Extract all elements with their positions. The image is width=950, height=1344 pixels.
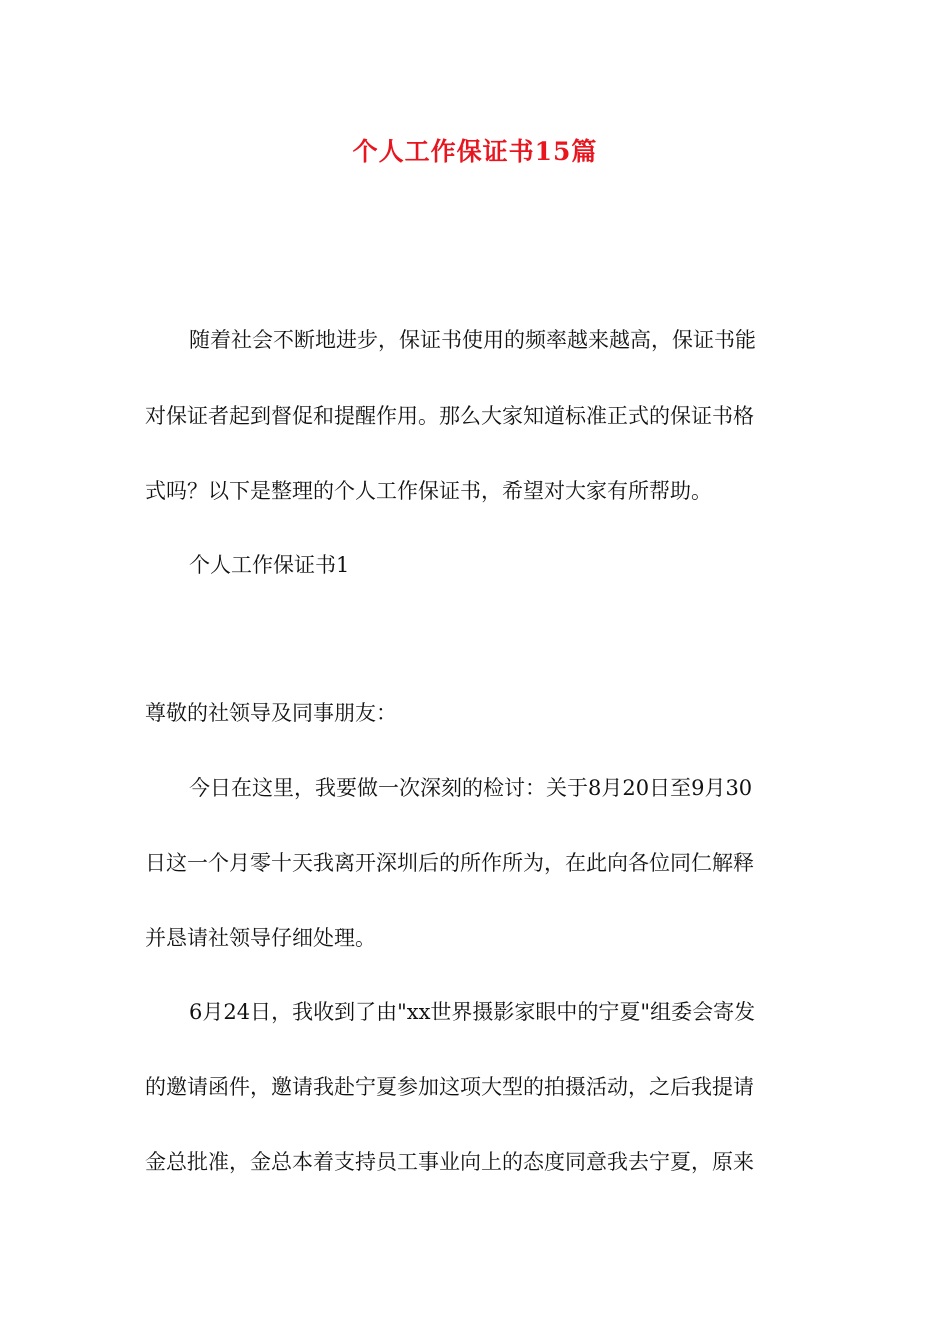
document-title: 个人工作保证书15篇 <box>352 137 598 166</box>
paragraph-line: 金总批准，金总本着支持员工事业向上的态度同意我去宁夏，原来 <box>145 1150 754 1174</box>
paragraph-line: 对保证者起到督促和提醒作用。那么大家知道标准正式的保证书格 <box>145 404 754 428</box>
paragraph-line: 6月24日，我收到了由"xx世界摄影家眼中的宁夏"组委会寄发 <box>189 1000 756 1024</box>
paragraph-line: 今日在这里，我要做一次深刻的检讨：关于8月20日至9月30 <box>189 776 753 800</box>
salutation: 尊敬的社领导及同事朋友： <box>145 701 397 725</box>
paragraph-line: 的邀请函件，邀请我赴宁夏参加这项大型的拍摄活动，之后我提请 <box>145 1075 754 1099</box>
paragraph-line: 式吗？以下是整理的个人工作保证书，希望对大家有所帮助。 <box>145 479 712 503</box>
paragraph-line: 日这一个月零十天我离开深圳后的所作所为，在此向各位同仁解释 <box>145 851 754 875</box>
paragraph-line: 随着社会不断地进步，保证书使用的频率越来越高，保证书能 <box>189 328 756 352</box>
paragraph-line: 并恳请社领导仔细处理。 <box>145 926 376 950</box>
section-heading: 个人工作保证书1 <box>189 553 350 577</box>
